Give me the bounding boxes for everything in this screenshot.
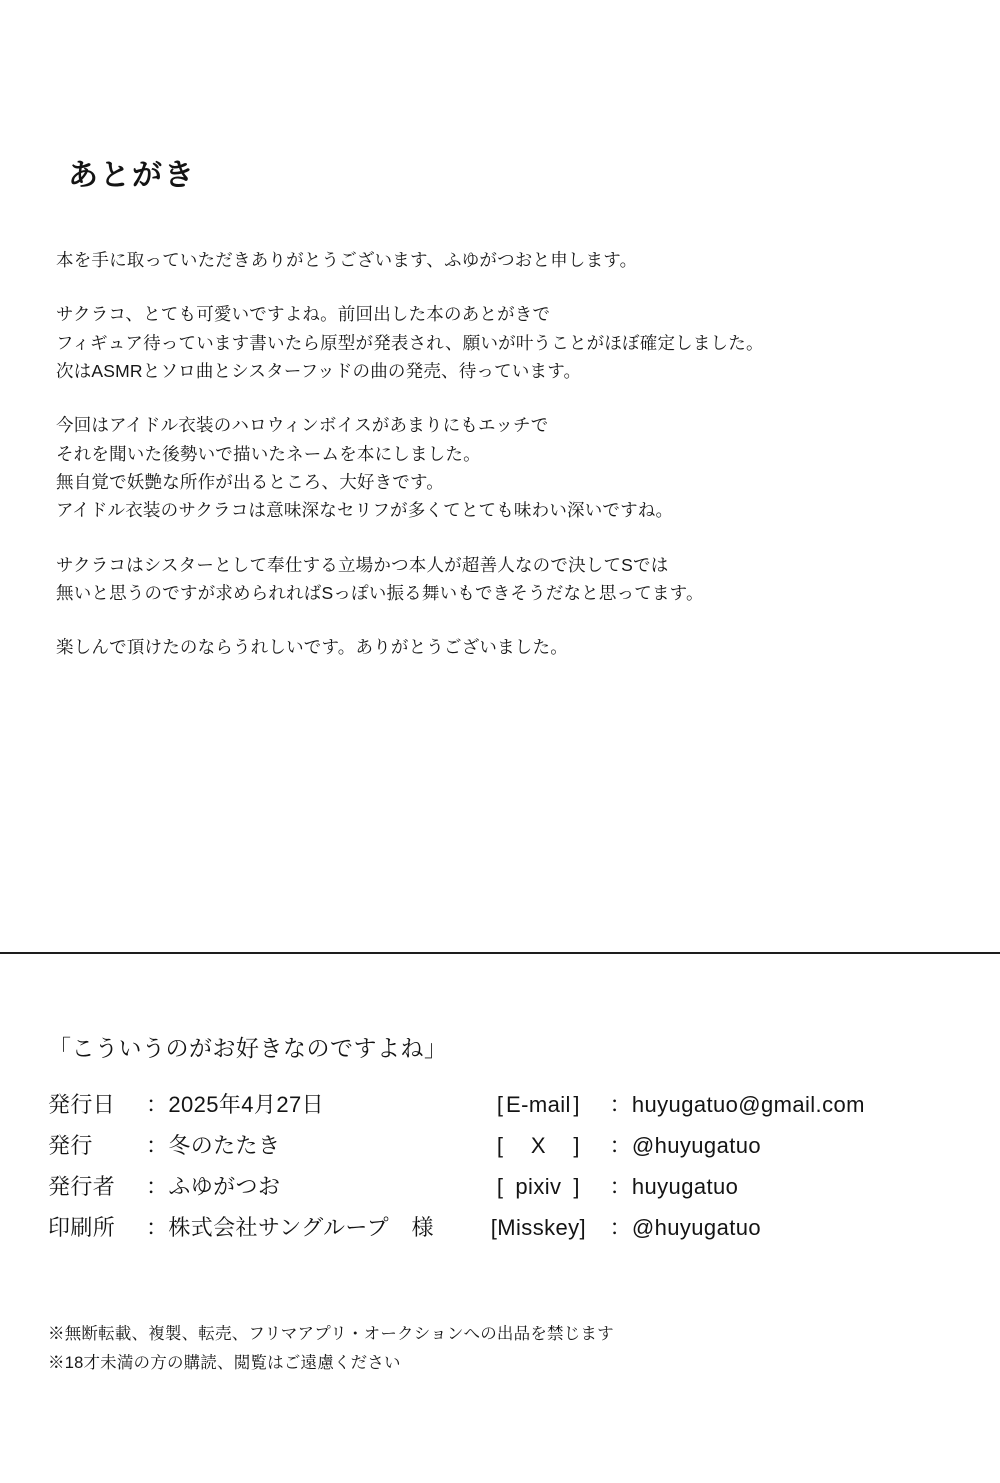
- colophon-label: 印刷所: [48, 1215, 116, 1240]
- bracket-label: X: [530, 1133, 546, 1158]
- bracket-left: [: [490, 1215, 498, 1240]
- table-row: [48, 1165, 938, 1206]
- colophon-value: 冬のたたき: [168, 1133, 281, 1158]
- afterword-paragraph: [56, 551, 956, 608]
- colophon-label: 発行: [48, 1133, 93, 1158]
- afterword-line: 楽しんで頂けたのならうれしいです。ありがとうございました。: [56, 637, 568, 658]
- afterword-line: 無いと思うのですが求められればSっぽい振る舞いもできそうだなと思ってます。: [56, 583, 704, 604]
- afterword-section: [56, 150, 956, 662]
- afterword-line: それを聞いた後勢いで描いたネームを本にしました。: [56, 443, 481, 464]
- colophon-label: 発行者: [48, 1174, 116, 1199]
- colophon-bracket: [467, 1206, 609, 1247]
- table-row: [48, 1124, 938, 1165]
- colophon-value: ふゆがつお: [168, 1174, 281, 1199]
- bracket-left: [: [496, 1174, 504, 1199]
- bracket-left: [: [496, 1092, 504, 1117]
- colophon-bracket: [467, 1165, 609, 1206]
- table-row: [48, 1206, 938, 1247]
- colophon-value: 2025年4月27日: [168, 1092, 324, 1117]
- notices-section: [48, 1320, 948, 1378]
- bracket-label: pixiv: [515, 1174, 562, 1199]
- afterword-line: 今回はアイドル衣装のハロウィンボイスがあまりにもエッチで: [56, 415, 549, 436]
- colophon-label: 発行日: [48, 1092, 116, 1117]
- notice-line: ※18才未満の方の購読、閲覧はご遠慮ください: [48, 1353, 401, 1372]
- colophon-separator: ：: [145, 1215, 169, 1240]
- colophon-contact[interactable]: @huyugatuo: [631, 1133, 761, 1158]
- afterword-line: 次はASMRとソロ曲とシスターフッドの曲の発売、待っています。: [56, 361, 582, 382]
- colophon-separator: ：: [609, 1174, 632, 1199]
- bracket-right: ]: [573, 1174, 580, 1199]
- colophon-separator: ：: [609, 1133, 632, 1158]
- bracket-right: ]: [573, 1092, 580, 1117]
- colophon-bracket: [467, 1083, 609, 1124]
- section-divider: [0, 952, 1000, 954]
- afterword-paragraph: [56, 633, 956, 661]
- afterword-line: 本を手に取っていただきありがとうございます、ふゆがつおと申します。: [56, 250, 638, 270]
- colophon-separator: ：: [145, 1133, 169, 1158]
- afterword-line: サクラコ、とても可愛いですよね。前回出した本のあとがきで: [56, 304, 551, 325]
- colophon-separator: ：: [609, 1092, 632, 1117]
- colophon-section: [48, 1030, 968, 1247]
- afterword-line: アイドル衣装のサクラコは意味深なセリフが多くてとても味わい深いですね。: [56, 500, 674, 521]
- table-row: [48, 1083, 938, 1124]
- colophon-separator: ：: [145, 1174, 169, 1199]
- afterword-line: サクラコはシスターとして奉仕する立場かつ本人が超善人なので決してSでは: [56, 554, 669, 575]
- bracket-left: [: [496, 1133, 504, 1158]
- notice-line: ※無断転載、複製、転売、フリマアプリ・オークションへの出品を禁じます: [48, 1325, 614, 1343]
- afterword-heading: あとがき: [68, 159, 196, 192]
- afterword-line: フィギュア待っています書いたら原型が発表され、願いが叶うことがほぼ確定しました。: [56, 332, 764, 353]
- colophon-contact[interactable]: @huyugatuo: [631, 1215, 761, 1240]
- colophon-book-title: 「こういうのがお好きなのですよね」: [48, 1035, 448, 1061]
- colophon-contact[interactable]: huyugatuo@gmail.com: [631, 1092, 865, 1117]
- bracket-right: ]: [579, 1215, 587, 1240]
- colophon-separator: ：: [145, 1092, 169, 1117]
- colophon-table: [48, 1083, 938, 1247]
- colophon-contact[interactable]: huyugatuo: [631, 1174, 739, 1199]
- bracket-label: Misskey: [497, 1215, 580, 1240]
- afterword-paragraph: [56, 300, 956, 385]
- colophon-bracket: [467, 1124, 609, 1165]
- bracket-right: ]: [573, 1133, 580, 1158]
- colophon-value: 株式会社サングループ 様: [168, 1215, 434, 1240]
- afterword-paragraph: [56, 246, 956, 274]
- afterword-paragraph: [56, 411, 956, 524]
- colophon-separator: ：: [609, 1215, 632, 1240]
- bracket-label: E-mail: [506, 1092, 571, 1117]
- afterword-line: 無自覚で妖艶な所作が出るところ、大好きです。: [56, 472, 444, 493]
